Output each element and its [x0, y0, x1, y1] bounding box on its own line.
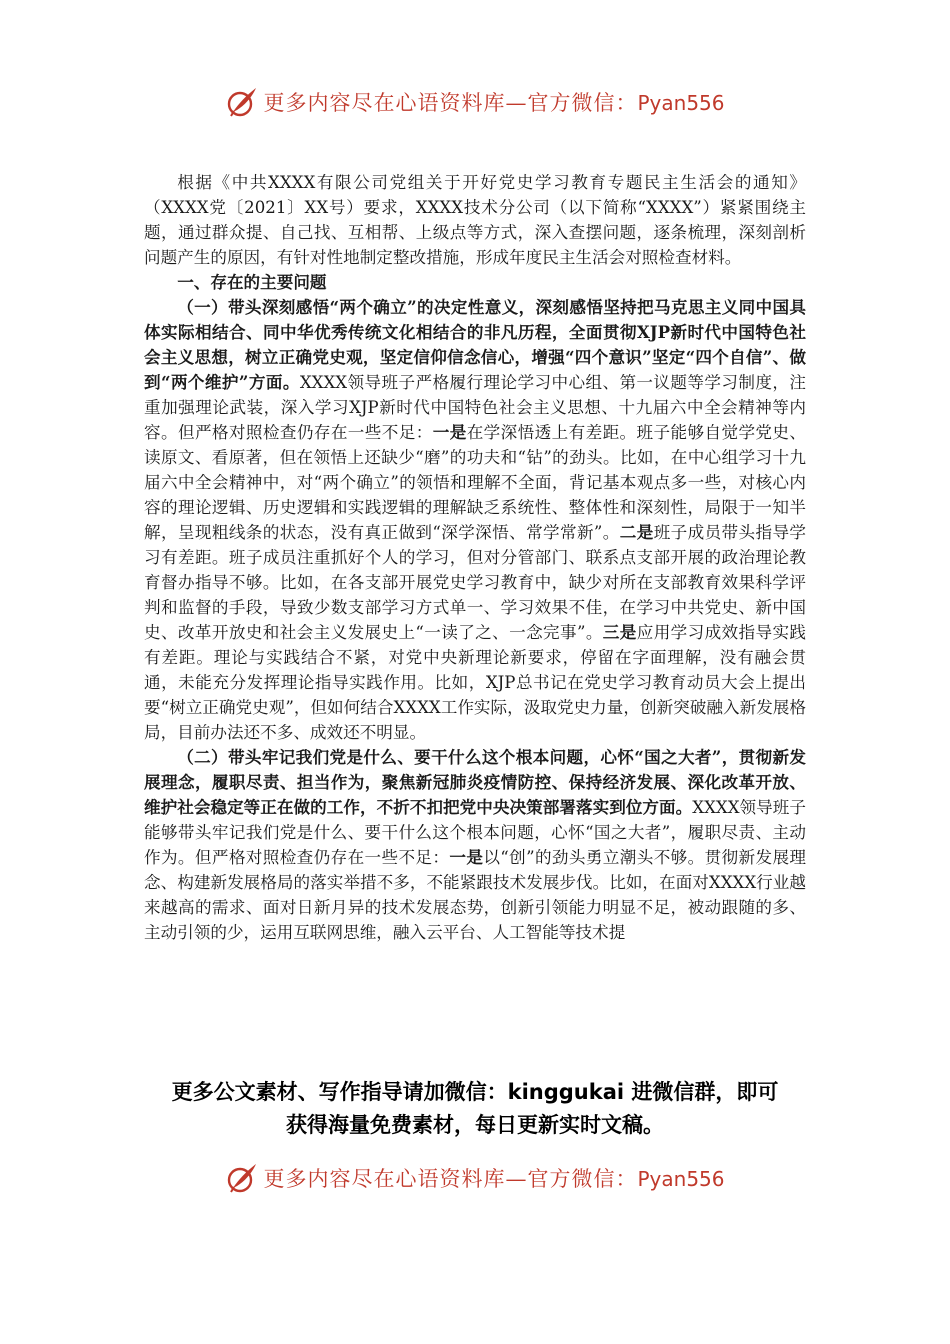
promo-line-2: 获得海量免费素材，每日更新实时文稿。	[286, 1113, 664, 1137]
section-heading: 一、存在的主要问题	[177, 272, 327, 292]
promo-notice	[0, 1076, 950, 1142]
quill-logo-icon	[225, 1161, 259, 1195]
promo-line-1: 更多公文素材、写作指导请加微信：kinggukai 进微信群，即可	[171, 1080, 779, 1104]
quill-logo-icon	[225, 85, 259, 119]
header-banner	[0, 82, 950, 122]
header-banner-text: 更多内容尽在心语资料库—官方微信：Pyan556	[263, 91, 725, 115]
document-body	[144, 170, 806, 945]
section-1-title: （一）带头深刻感悟“两个确立”的决定性意义，深刻感悟坚持把马克思主义同中国具体实际相结合、同中华优秀传统文化相结合的非凡历程，全面贯彻XJP新时代中国特色社会主义思想，树立正确党史观，坚定信仰信念信心，增强“四个意识”坚定“四个自信”、做到“两个维护”方面。	[144, 297, 806, 392]
section-1-paragraph: （一）带头深刻感悟“两个确立”的决定性意义，深刻感悟坚持把马克思主义同中国具体实际相结合、同中华优秀传统文化相结合的非凡历程，全面贯彻XJP新时代中国特色社会主义思想，树立正确党史观，坚定信仰信念信心，增强“四个意识”坚定“四个自信”、做到“两个维护”方面。XXXX领导班子严格履行理论学习中心组、第一议题等学习制度，注重加强理论武装，深入学习XJP新时代中国特色社会主义思想、十九届六中全会精神等内容。但严格对照检查仍存在一些不足：一是在学深悟透上有差距。班子能够自觉学党史、读原文、看原著，但在领悟上还缺少“磨”的功夫和“钻”的劲头。比如，在中心组学习十九届六中全会精神中，对“两个确立”的领悟和理解不全面，背记基本观点多一些，对核心内容的理论逻辑、历史逻辑和实践逻辑的理解缺乏系统性、整体性和深刻性，局限于一知半解，呈现粗线条的状态，没有真正做到“深学深悟、常学常新”。二是班子成员带头指导学习有差距。班子成员注重抓好个人的学习，但对分管部门、联系点支部开展的政治理论教育督办指导不够。比如，在各支部开展党史学习教育中，缺少对所在支部教育效果科学评判和监督的手段，导致少数支部学习方式单一、学习效果不佳，在学习中共党史、新中国史、改革开放史和社会主义发展史上“一读了之、一念完事”。三是应用学习成效指导实践有差距。理论与实践结合不紧，对党中央新理论新要求，停留在字面理解，没有融会贯通，未能充分发挥理论指导实践作用。比如，XJP总书记在党史学习教育动员大会上提出要“树立正确党史观”，但如何结合XXXX工作实际，汲取党史力量，创新突破融入新发展格局，目前办法还不多、成效还不明显。	[144, 297, 807, 742]
footer-banner	[0, 1158, 950, 1198]
intro-paragraph: 根据《中共XXXX有限公司党组关于开好党史学习教育专题民主生活会的通知》（XXXX党〔2021〕XX号）要求，XXXX技术分公司（以下简称“XXXX”）紧紧围绕主题，通过群众提、自己找、互相帮、上级点等方式，深入查摆问题，逐条梳理，深刻剖析问题产生的原因，有针对性地制定整改措施，形成年度民主生活会对照检查材料。	[144, 173, 806, 267]
section-2-title: （二）带头牢记我们党是什么、要干什么这个根本问题，心怀“国之大者”，贯彻新发展理念，履职尽责、担当作为，聚焦新冠肺炎疫情防控、保持经济发展、深化改革开放、维护社会稳定等正在做的工作，不折不扣把党中央决策部署落实到位方面。	[144, 747, 806, 817]
section-2-paragraph: （二）带头牢记我们党是什么、要干什么这个根本问题，心怀“国之大者”，贯彻新发展理念，履职尽责、担当作为，聚焦新冠肺炎疫情防控、保持经济发展、深化改革开放、维护社会稳定等正在做的工作，不折不扣把党中央决策部署落实到位方面。XXXX领导班子能够带头牢记我们党是什么、要干什么这个根本问题，心怀“国之大者”，履职尽责、主动作为。但严格对照检查仍存在一些不足：一是以“创”的劲头勇立潮头不够。贯彻新发展理念、构建新发展格局的落实举措不多，不能紧跟技术发展步伐。比如，在面对XXXX行业越来越高的需求、面对日新月异的技术发展态势，创新引领能力明显不足，被动跟随的多、主动引领的少，运用互联网思维，融入云平台、人工智能等技术提	[144, 747, 807, 942]
footer-banner-text: 更多内容尽在心语资料库—官方微信：Pyan556	[263, 1167, 725, 1191]
